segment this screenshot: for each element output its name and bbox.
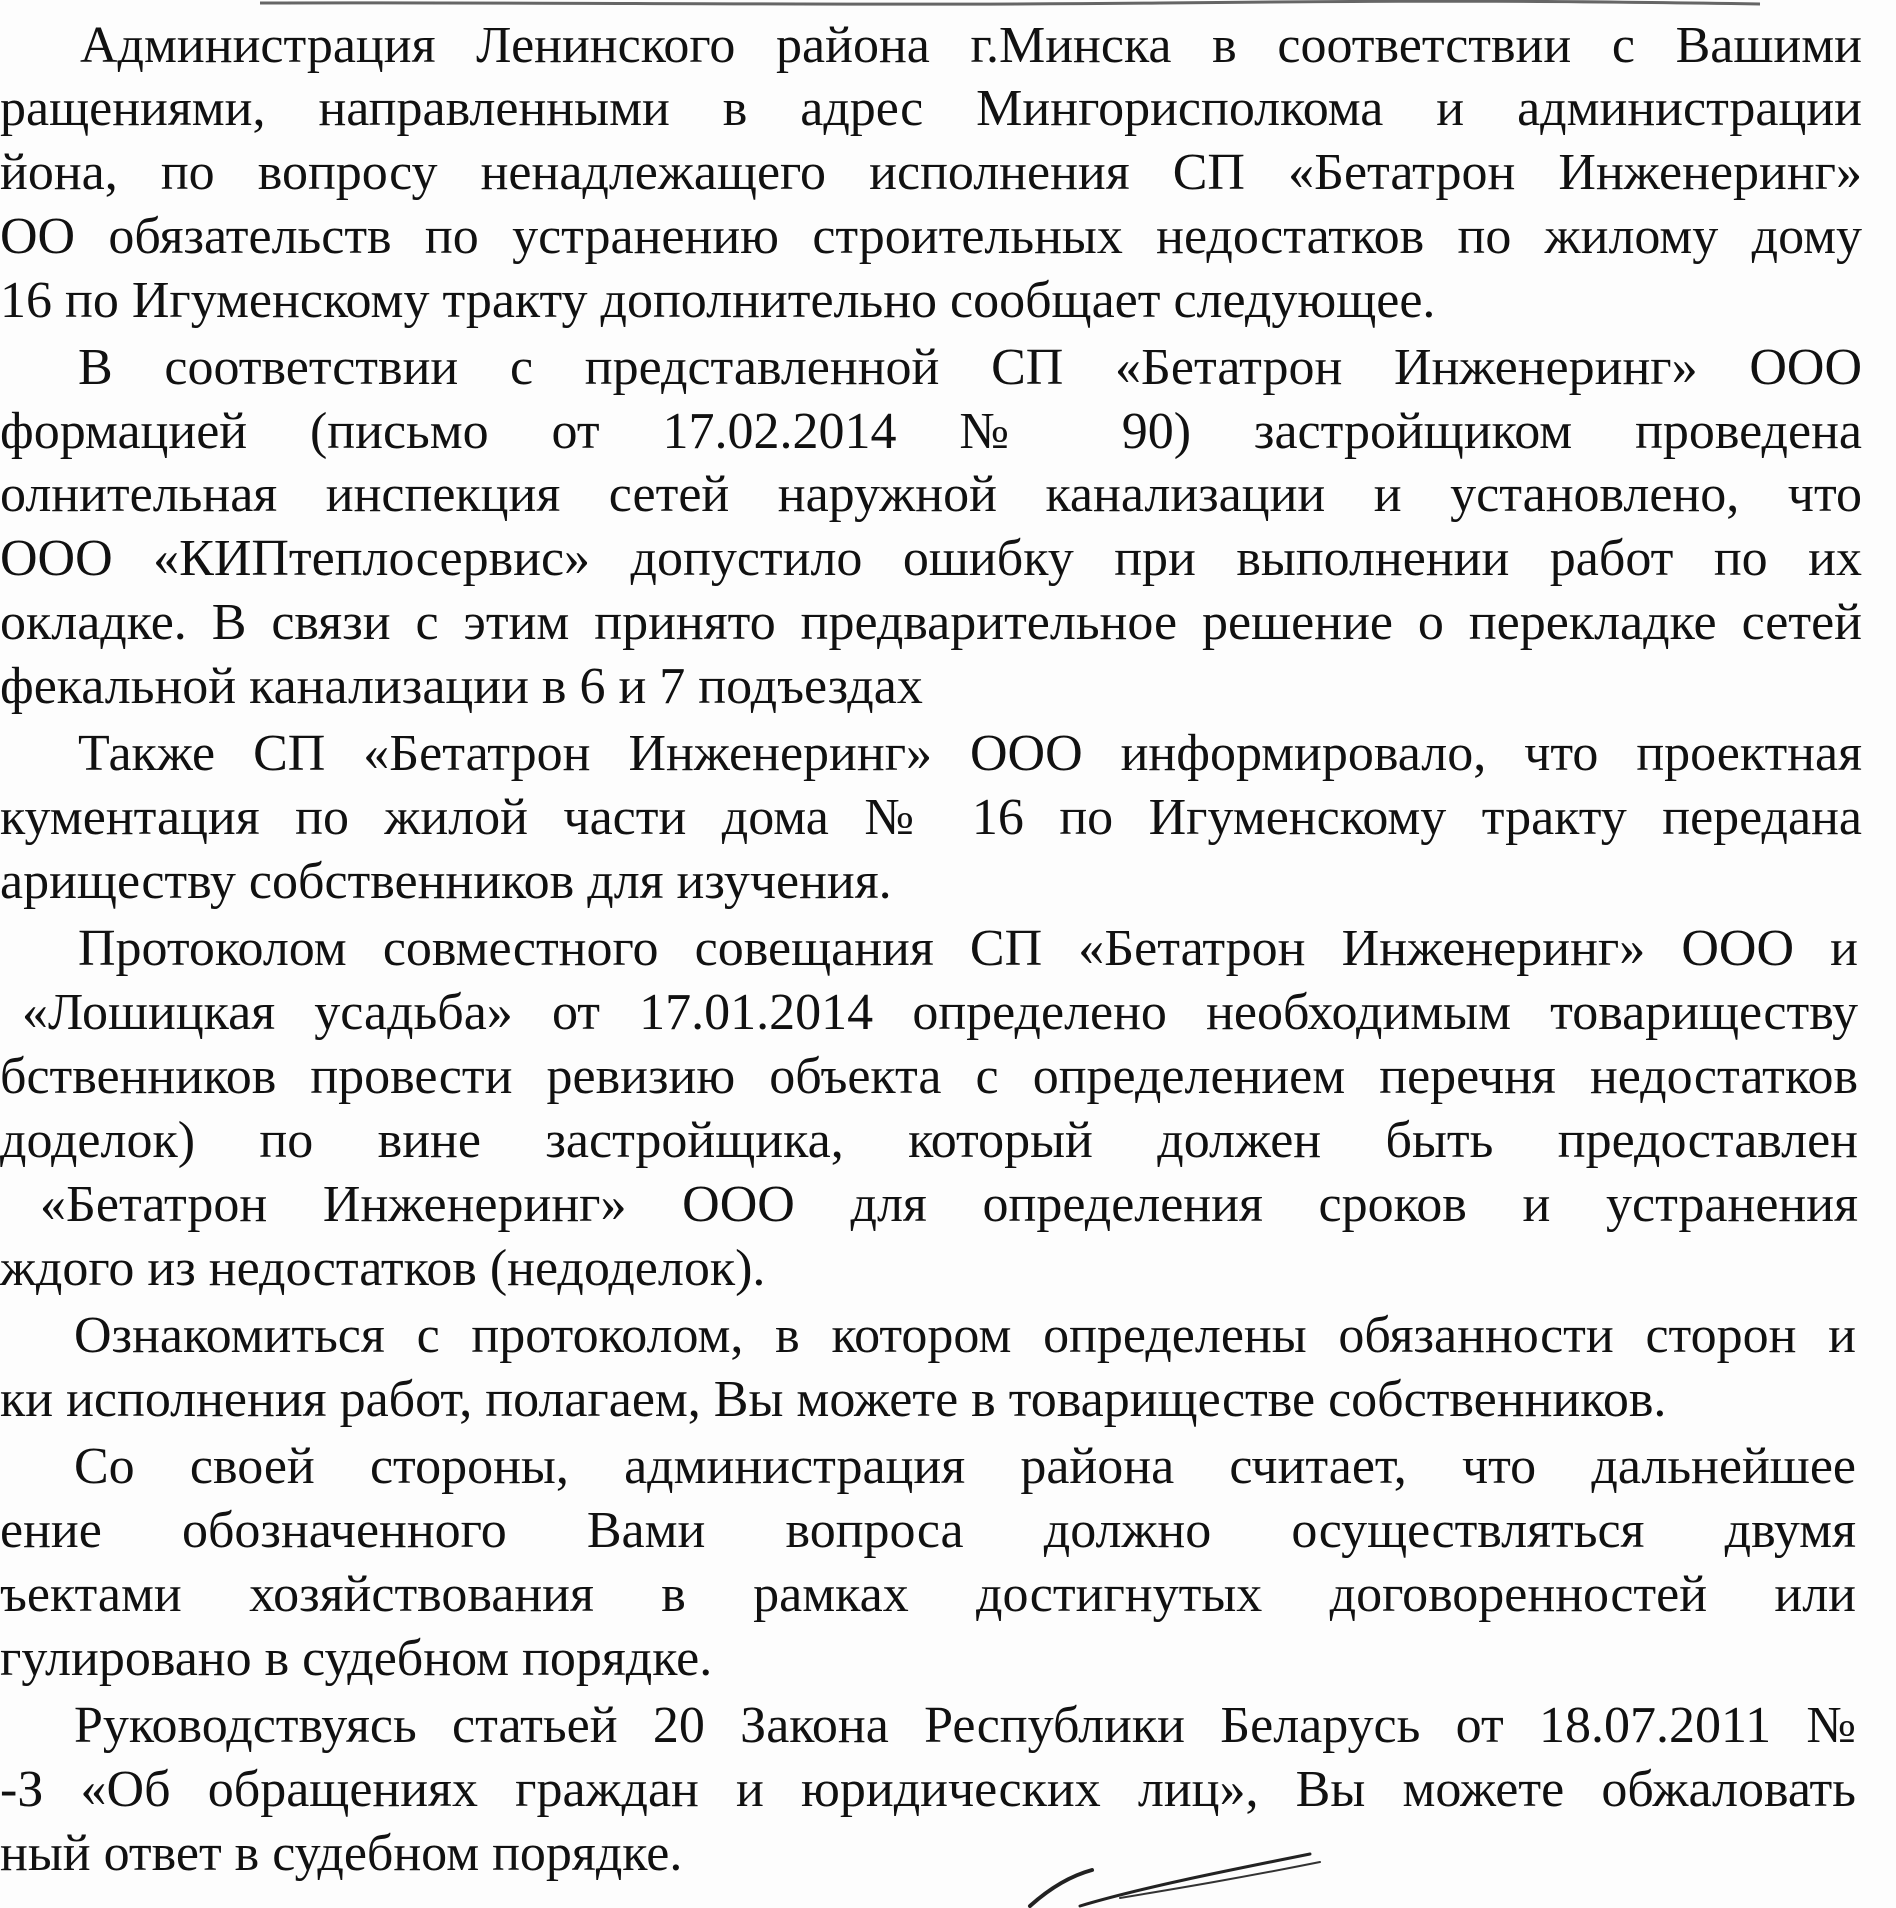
- paragraph-4-line-5: «Бетатрон Инженеринг» ООО для определения сроков и устранения: [40, 1176, 1858, 1233]
- paragraph-4-line-1: Протоколом совместного совещания СП «Бетатрон Инженеринг» ООО и: [78, 920, 1858, 977]
- paragraph-5-line-2: ки исполнения работ, полагаем, Вы можете в товариществе собственников.: [0, 1371, 1667, 1428]
- paragraph-5-line-1: Ознакомиться с протоколом, в котором определены обязанности сторон и: [74, 1307, 1856, 1364]
- paragraph-4-line-3: бственников провести ревизию объекта с определением перечня недостатков: [0, 1048, 1858, 1105]
- paragraph-1-line-3: йона, по вопросу ненадлежащего исполнения СП «Бетатрон Инженеринг»: [0, 144, 1862, 201]
- paragraph-2-line-4: ООО «КИПтеплосервис» допустило ошибку при выполнении работ по их: [0, 530, 1862, 587]
- paragraph-1-line-5: 16 по Игуменскому тракту дополнительно сообщает следующее.: [0, 272, 1436, 329]
- paragraph-7-line-2: -З «Об обращениях граждан и юридических лиц», Вы можете обжаловать: [0, 1761, 1856, 1818]
- paragraph-1-line-4: ОО обязательств по устранению строительных недостатков по жилому дому: [0, 208, 1862, 265]
- paragraph-1-line-1: Администрация Ленинского района г.Минска в соответствии с Вашими: [80, 17, 1862, 74]
- paragraph-3-line-2: кументация по жилой части дома № 16 по Игуменскому тракту передана: [0, 789, 1862, 846]
- paragraph-2-line-5: окладке. В связи с этим принято предварительное решение о перекладке сетей: [0, 594, 1862, 651]
- paragraph-4-line-2: «Лошицкая усадьба» от 17.01.2014 определено необходимым товариществу: [22, 984, 1858, 1041]
- paragraph-6-line-1: Со своей стороны, администрация района считает, что дальнейшее: [74, 1438, 1856, 1495]
- paragraph-3-line-1: Также СП «Бетатрон Инженеринг» ООО информировало, что проектная: [78, 725, 1862, 782]
- paragraph-6-line-3: ъектами хозяйствования в рамках достигнутых договоренностей или: [0, 1566, 1856, 1623]
- paragraph-7-line-3: ный ответ в судебном порядке.: [0, 1825, 683, 1882]
- paragraph-6-line-4: гулировано в судебном порядке.: [0, 1630, 713, 1687]
- paragraph-2-line-1: В соответствии с представленной СП «Бетатрон Инженеринг» ООО: [78, 339, 1862, 396]
- paragraph-2-line-2: формацией (письмо от 17.02.2014 № 90) застройщиком проведена: [0, 403, 1862, 460]
- paragraph-4-line-6: ждого из недостатков (недоделок).: [0, 1240, 766, 1297]
- paragraph-2-line-3: олнительная инспекция сетей наружной канализации и установлено, что: [0, 466, 1862, 523]
- paragraph-3-line-3: ариществу собственников для изучения.: [0, 853, 892, 910]
- paragraph-2-line-6: фекальной канализации в 6 и 7 подъездах: [0, 658, 923, 715]
- scan-edge-shadow: [260, 0, 1760, 10]
- paragraph-6-line-2: ение обозначенного Вами вопроса должно осуществляться двумя: [0, 1502, 1856, 1559]
- paragraph-4-line-4: доделок) по вине застройщика, который должен быть предоставлен: [0, 1112, 1858, 1169]
- paragraph-1-line-2: ращениями, направленными в адрес Мингорисполкома и администрации: [0, 80, 1862, 137]
- signature-mark: [1020, 1848, 1340, 1908]
- paragraph-7-line-1: Руководствуясь статьей 20 Закона Республики Беларусь от 18.07.2011 №: [74, 1697, 1856, 1754]
